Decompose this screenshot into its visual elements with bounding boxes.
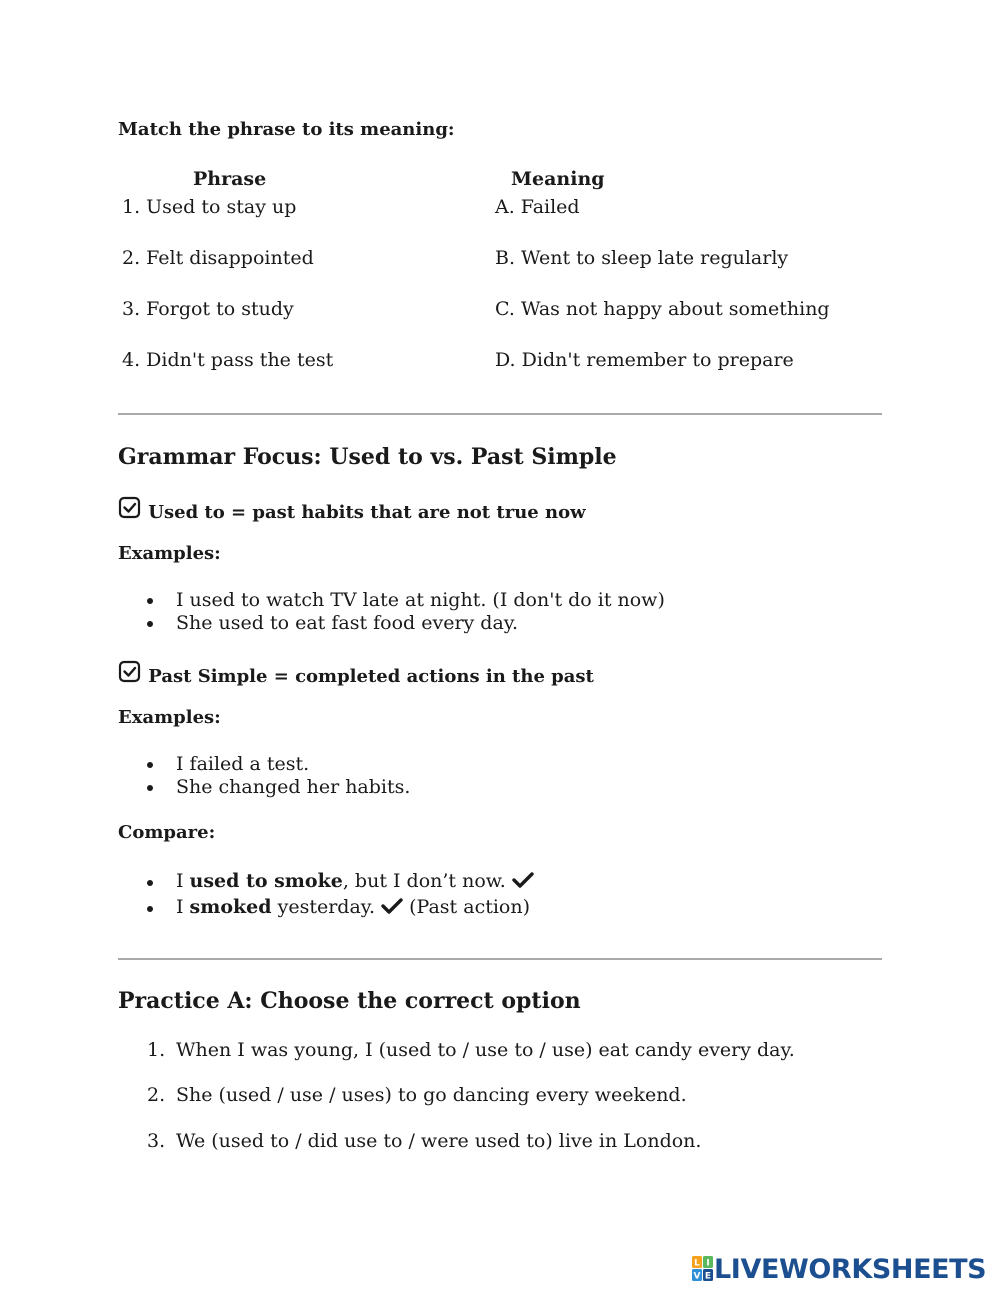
compare-item: I smoked yesterday. (Past action) — [176, 896, 531, 918]
bullet-dot — [147, 785, 153, 791]
bullet-dot — [147, 598, 153, 604]
meaning-item: A. Failed — [495, 196, 580, 218]
compare-item: I used to smoke, but I don’t now. — [176, 870, 534, 894]
used-to-rule-text: Used to = past habits that are not true now — [148, 502, 586, 523]
phrase-item: 2. Felt disappointed — [122, 247, 314, 269]
match-instruction: Match the phrase to its meaning: — [118, 119, 455, 140]
grammar-title: Grammar Focus: Used to vs. Past Simple — [118, 444, 617, 470]
emphasis: used to smoke — [189, 870, 343, 892]
logo-text: LIVEWORKSHEETS — [714, 1253, 987, 1285]
meaning-item: B. Went to sleep late regularly — [495, 247, 789, 269]
meaning-header: Meaning — [511, 168, 605, 190]
svg-text:L: L — [694, 1258, 700, 1269]
question-text: We (used to / did use to / were used to) live in London. — [176, 1130, 702, 1152]
phrase-item: 4. Didn't pass the test — [122, 349, 334, 371]
section-divider — [118, 958, 882, 960]
phrase-header: Phrase — [193, 168, 267, 190]
phrase-item: 1. Used to stay up — [122, 196, 297, 218]
phrase-item: 3. Forgot to study — [122, 298, 294, 320]
compare-label: Compare: — [118, 822, 216, 843]
svg-text:V: V — [693, 1271, 701, 1282]
section-divider — [118, 413, 882, 415]
bullet-dot — [147, 906, 153, 912]
used-to-rule — [118, 496, 586, 525]
check-mark-icon — [512, 871, 534, 894]
checkbox-checked-icon — [118, 496, 142, 525]
example-item: She changed her habits. — [176, 776, 411, 798]
logo-blocks-icon — [692, 1256, 714, 1282]
practice-title: Practice A: Choose the correct option — [118, 988, 581, 1014]
past-simple-rule — [118, 660, 594, 689]
svg-text:E: E — [704, 1271, 712, 1282]
examples-label: Examples: — [118, 707, 221, 728]
bullet-dot — [147, 621, 153, 627]
question-number: 1. — [147, 1039, 166, 1061]
check-mark-icon — [381, 897, 403, 920]
meaning-item: D. Didn't remember to prepare — [495, 349, 794, 371]
examples-label: Examples: — [118, 543, 221, 564]
bullet-dot — [147, 880, 153, 886]
question-text: When I was young, I (used to / use to / use) eat candy every day. — [176, 1039, 795, 1061]
liveworksheets-logo — [692, 1254, 986, 1284]
meaning-item: C. Was not happy about something — [495, 298, 830, 320]
example-item: I failed a test. — [176, 753, 310, 775]
svg-text:I: I — [706, 1258, 710, 1269]
past-simple-rule-text: Past Simple = completed actions in the past — [148, 666, 594, 687]
example-item: I used to watch TV late at night. (I don't do it now) — [176, 589, 665, 611]
question-text: She (used / use / uses) to go dancing every weekend. — [176, 1084, 687, 1106]
example-item: She used to eat fast food every day. — [176, 612, 519, 634]
checkbox-checked-icon — [118, 660, 142, 689]
bullet-dot — [147, 762, 153, 768]
question-number: 2. — [147, 1084, 166, 1106]
question-number: 3. — [147, 1130, 166, 1152]
emphasis: smoked — [189, 896, 272, 918]
